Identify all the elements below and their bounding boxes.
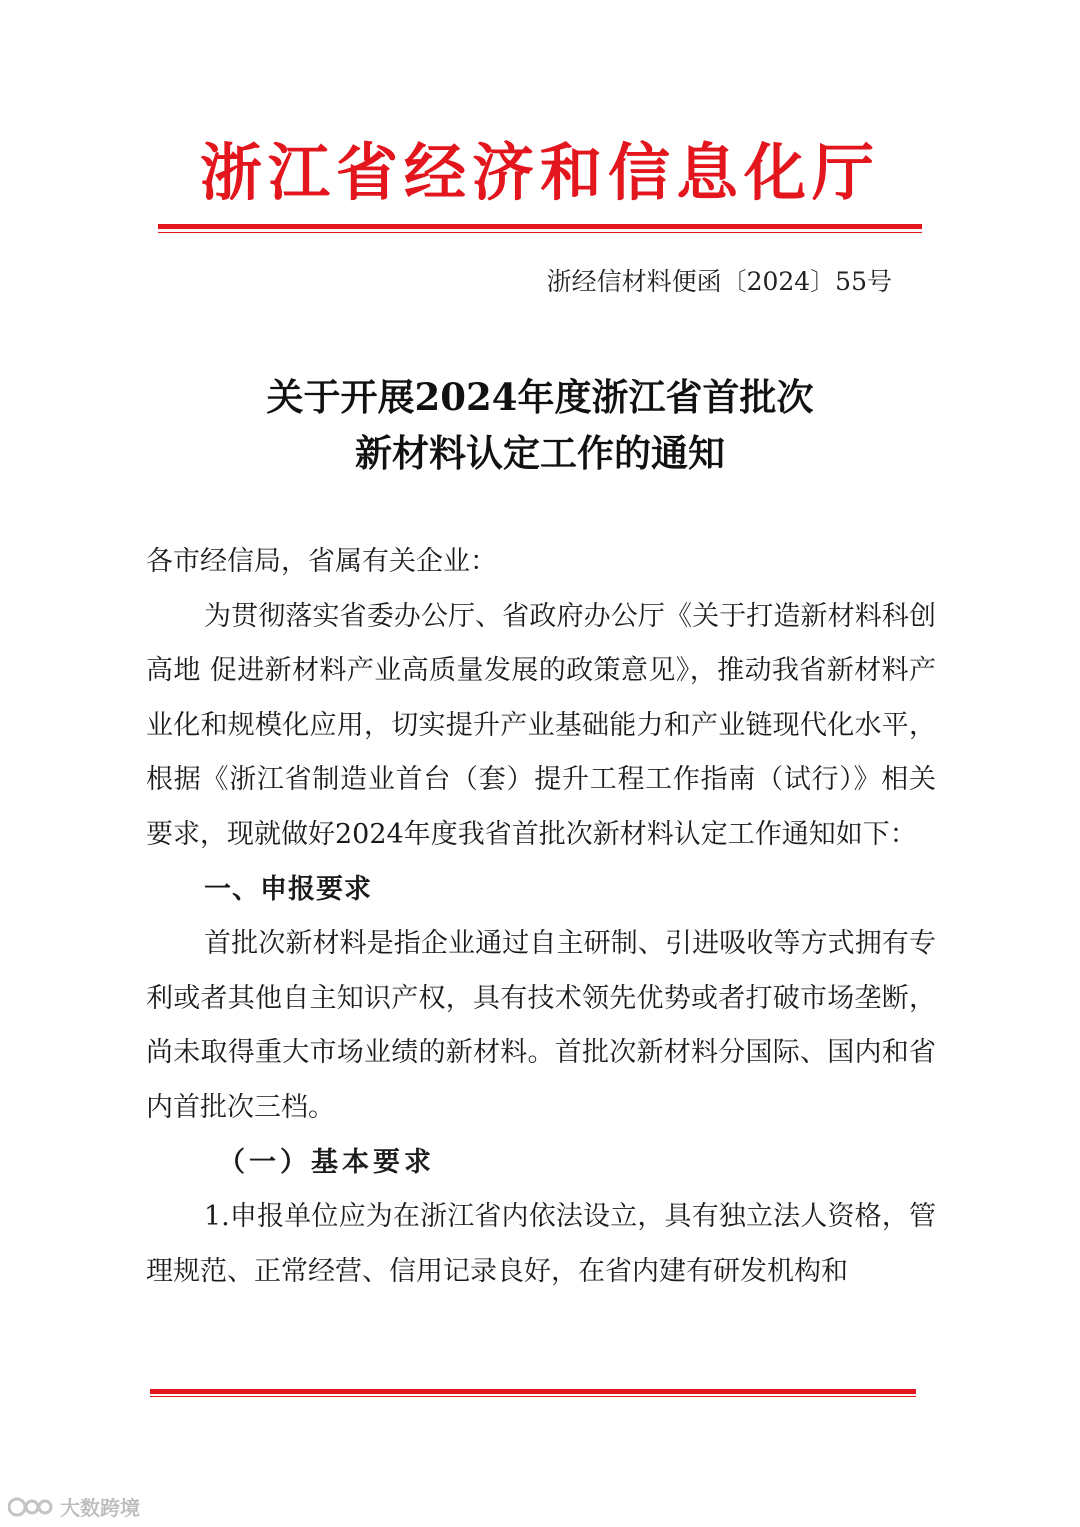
letterhead-rule-thin <box>158 232 922 233</box>
addressee: 各市经信局，省属有关企业： <box>146 546 497 577</box>
watermark-text: 大数跨境 <box>60 1496 140 1520</box>
document-title-line-2: 新材料认定工作的通知 <box>355 431 725 475</box>
section-heading-1: 一、申报要求 <box>204 873 372 905</box>
footer-rule-thin <box>150 1396 916 1397</box>
watermark <box>8 1492 140 1521</box>
document-number: 浙经信材料便函〔2024〕55号 <box>546 267 892 296</box>
letterhead-rule-thick <box>158 224 922 229</box>
watermark-logo-icon <box>8 1495 54 1519</box>
requirement-paragraph-1: 1.申报单位应为在浙江省内依法设立，具有独立法人资格，管理规范、正常经营、信用记录良好，在省内建有研发机构和 <box>146 1201 936 1287</box>
document-title-line-1: 关于开展2024年度浙江省首批次 <box>266 375 814 419</box>
footer-rule-thick <box>150 1389 916 1394</box>
intro-paragraph: 为贯彻落实省委办公厅、省政府办公厅《关于打造新材料科创高地 促进新材料产业高质量发展的政策意见》，推动我省新材料产业化和规模化应用，切实提升产业基础能力和产业链现代化水平，根据《浙江省制造业首台（套）提升工程工作指南（试行）》相关要求，现就做好2024年度我省首批次新材料认定工作通知如下： <box>146 600 936 850</box>
document-body <box>146 535 936 1299</box>
definition-paragraph: 首批次新材料是指企业通过自主研制、引进吸收等方式拥有专利或者其他自主知识产权，具有技术领先优势或者打破市场垄断，尚未取得重大市场业绩的新材料。首批次新材料分国际、国内和省内首批次三档。 <box>146 928 936 1123</box>
subsection-heading-1: （一）基本要求 <box>218 1146 435 1178</box>
letterhead-title: 浙江省经济和信息化厅 <box>199 136 880 209</box>
